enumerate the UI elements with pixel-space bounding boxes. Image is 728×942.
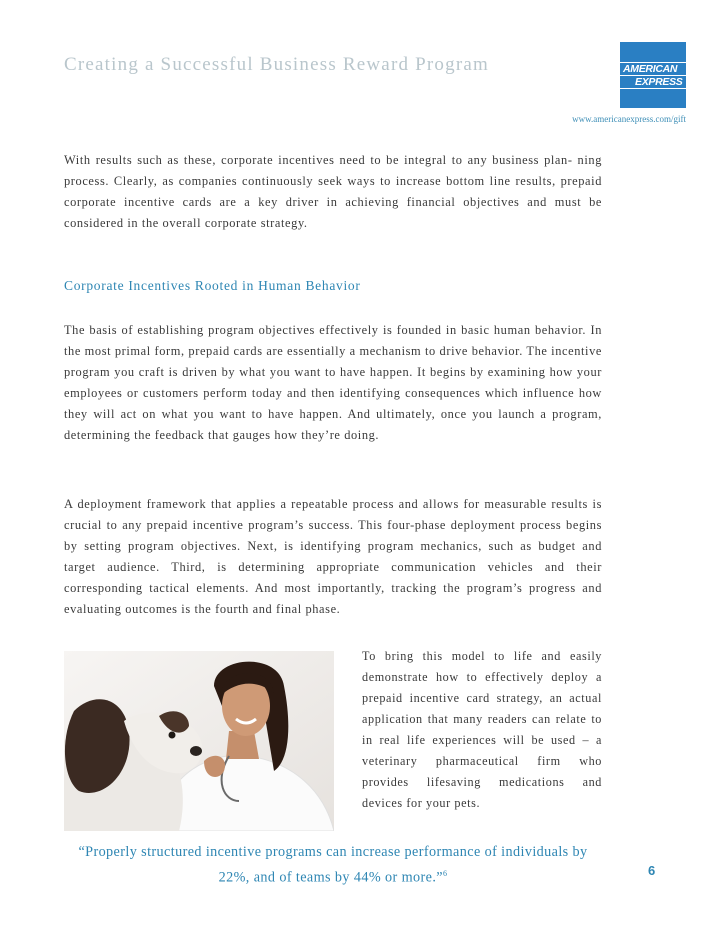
quote-text: “Properly structured incentive programs can increase performance of individuals by 22%, and of teams by 44% or more.” [78,844,588,886]
veterinarian-with-dog-photo [64,651,334,831]
framework-paragraph: A deployment framework that applies a repeatable process and allows for measurable results is crucial to any prepaid incentive program’s success. This four-phase deployment process begins by setting program objectives. Next, is identifying program mechanics, such as budget and target audience. Third, is determining appropriate communication vehicles and their corresponding tactical elements. And most importantly, tracking the program’s progress and evaluating outcomes is the fourth and final phase. [64,497,602,616]
american-express-logo [620,42,686,108]
document-title: Creating a Successful Business Reward Program [64,54,489,75]
section-heading: Corporate Incentives Rooted in Human Behavior [64,278,361,293]
model-paragraph: To bring this model to life and easily demonstrate how to effectively deploy a prepaid incentive card strategy, an actual application that many readers can relate to in real life experiences will be used – a veterinary pharmaceutical firm who provides lifesaving medications and devices for your pets. [362,649,602,810]
pull-quote [64,842,602,889]
behavior-paragraph: The basis of establishing program objectives effectively is founded in basic human behavior. In the most primal form, prepaid cards are essentially a mechanism to drive behavior. The incentive program you craft is driven by what you want to have happen. It begins by examining how your employees or customers perform today and then identifying consequences which influence how they will act on what you want to have happen. And ultimately, once you launch a program, determining the feedback that gauges how they’re doing. [64,323,602,442]
photo-illustration [64,651,334,831]
website-url[interactable]: www.americanexpress.com/gift [572,114,686,124]
logo-line-1: AMERICAN [620,62,686,76]
page-number: 6 [648,863,656,878]
intro-paragraph: With results such as these, corporate incentives need to be integral to any business plan- ning process. Clearly, as companies continuously seek ways to increase bottom line results, prepaid corporate incentive cards are a key driver in achieving financial objectives and must be considered in the overall corporate strategy. [64,153,602,230]
logo-line-2: EXPRESS [620,76,686,89]
quote-footnote[interactable]: 6 [442,869,448,878]
